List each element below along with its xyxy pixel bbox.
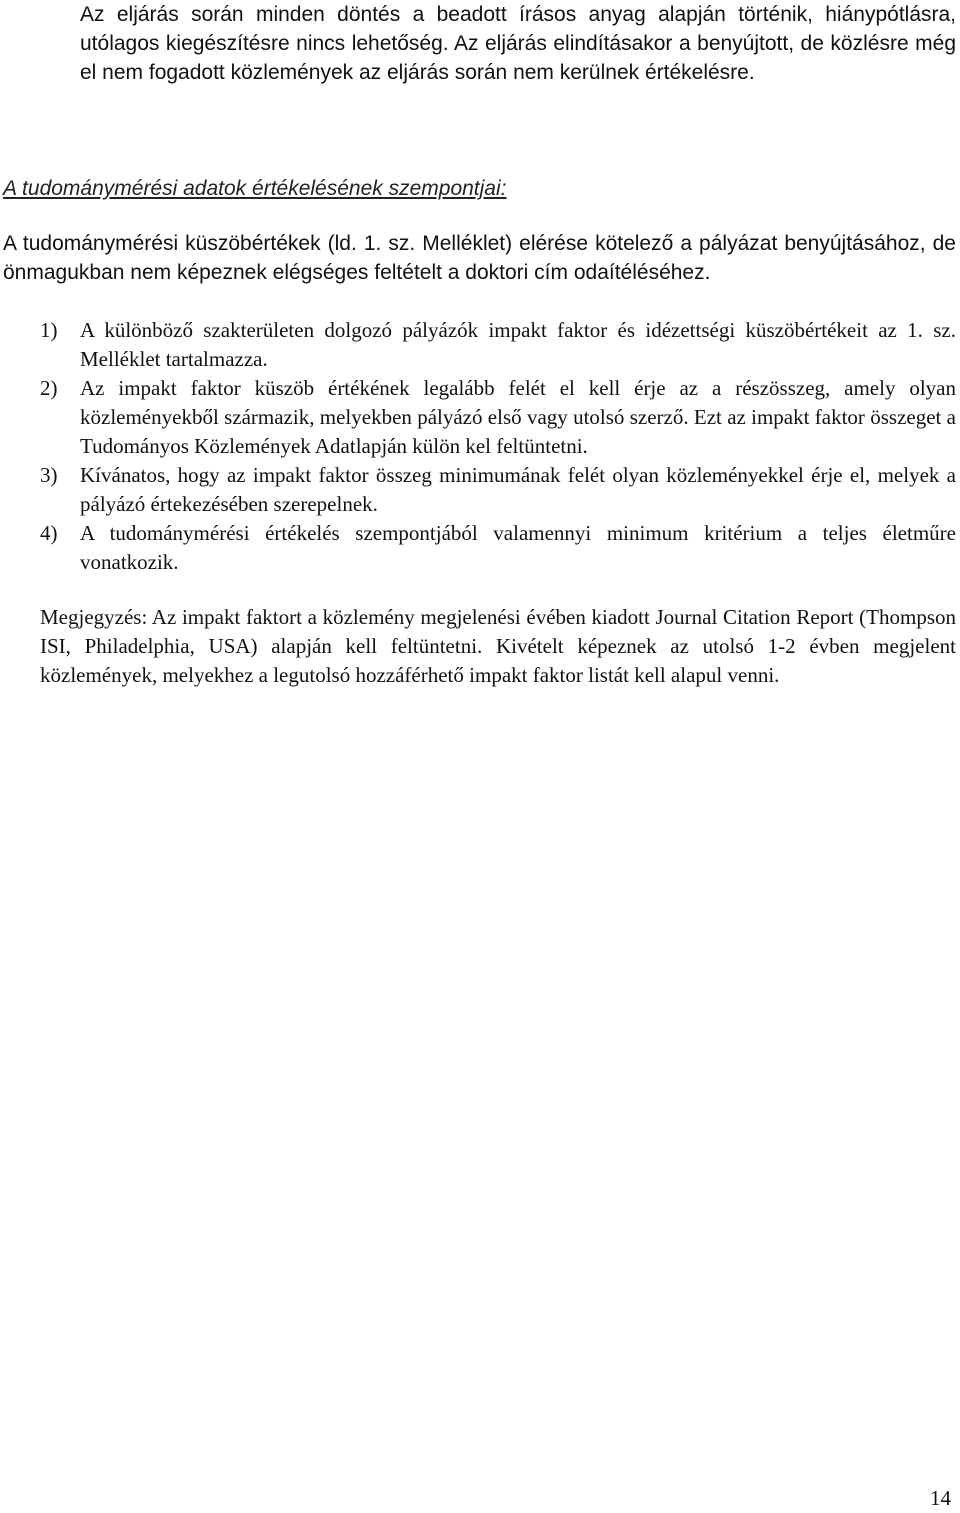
list-item	[40, 519, 956, 577]
list-item-number: 4)	[40, 521, 58, 545]
list-item	[40, 461, 956, 519]
section-heading: A tudománymérési adatok értékelésének szempontjai:	[3, 177, 507, 200]
list-item-number: 2)	[40, 376, 58, 400]
list-item-text: A különböző szakterületen dolgozó pályázók impakt faktor és idézettségi küszöbértékeit az 1. sz. Melléklet tartalmazza.	[80, 318, 956, 371]
page-number: 14	[930, 1486, 951, 1510]
list-item	[40, 316, 956, 374]
list-item-text: Kívánatos, hogy az impakt faktor összeg minimumának felét olyan közleményekkel érje el, melyek a pályázó értekezésében szerepelnek.	[80, 463, 956, 516]
list-item-text: Az impakt faktor küszöb értékének legalább felét el kell érje az a részösszeg, amely olyan közleményekből származik, melyekben pályázó első vagy utolsó szerző. Ezt az impakt faktor összeget a Tudományos Közlemények Adatlapján külön kel feltüntetni.	[80, 376, 956, 458]
intro-paragraph: Az eljárás során minden döntés a beadott írásos anyag alapján történik, hiánypótlásra, utólagos kiegészítésre nincs lehetőség. Az eljárás elindításakor a benyújtott, de közlésre még el nem fogadott közlemények az eljárás során nem kerülnek értékelésre.	[80, 3, 956, 84]
threshold-paragraph: A tudománymérési küszöbértékek (ld. 1. sz. Melléklet) elérése kötelező a pályázat benyújtásához, de önmagukban nem képeznek elégséges feltételt a doktori cím odaítéléséhez.	[3, 232, 956, 284]
list-item	[40, 374, 956, 461]
criteria-list	[40, 316, 956, 577]
list-item-text: A tudománymérési értékelés szempontjából valamennyi minimum kritérium a teljes életműre vonatkozik.	[80, 521, 956, 574]
list-item-number: 3)	[40, 463, 58, 487]
list-item-number: 1)	[40, 318, 58, 342]
note-paragraph: Megjegyzés: Az impakt faktort a közlemény megjelenési évében kiadott Journal Citation Report (Thompson ISI, Philadelphia, USA) alapján kell feltüntetni. Kivételt képeznek az utolsó 1-2 évben megjelent közlemények, melyekhez a legutolsó hozzáférhető impakt faktor listát kell alapul venni.	[40, 605, 956, 687]
